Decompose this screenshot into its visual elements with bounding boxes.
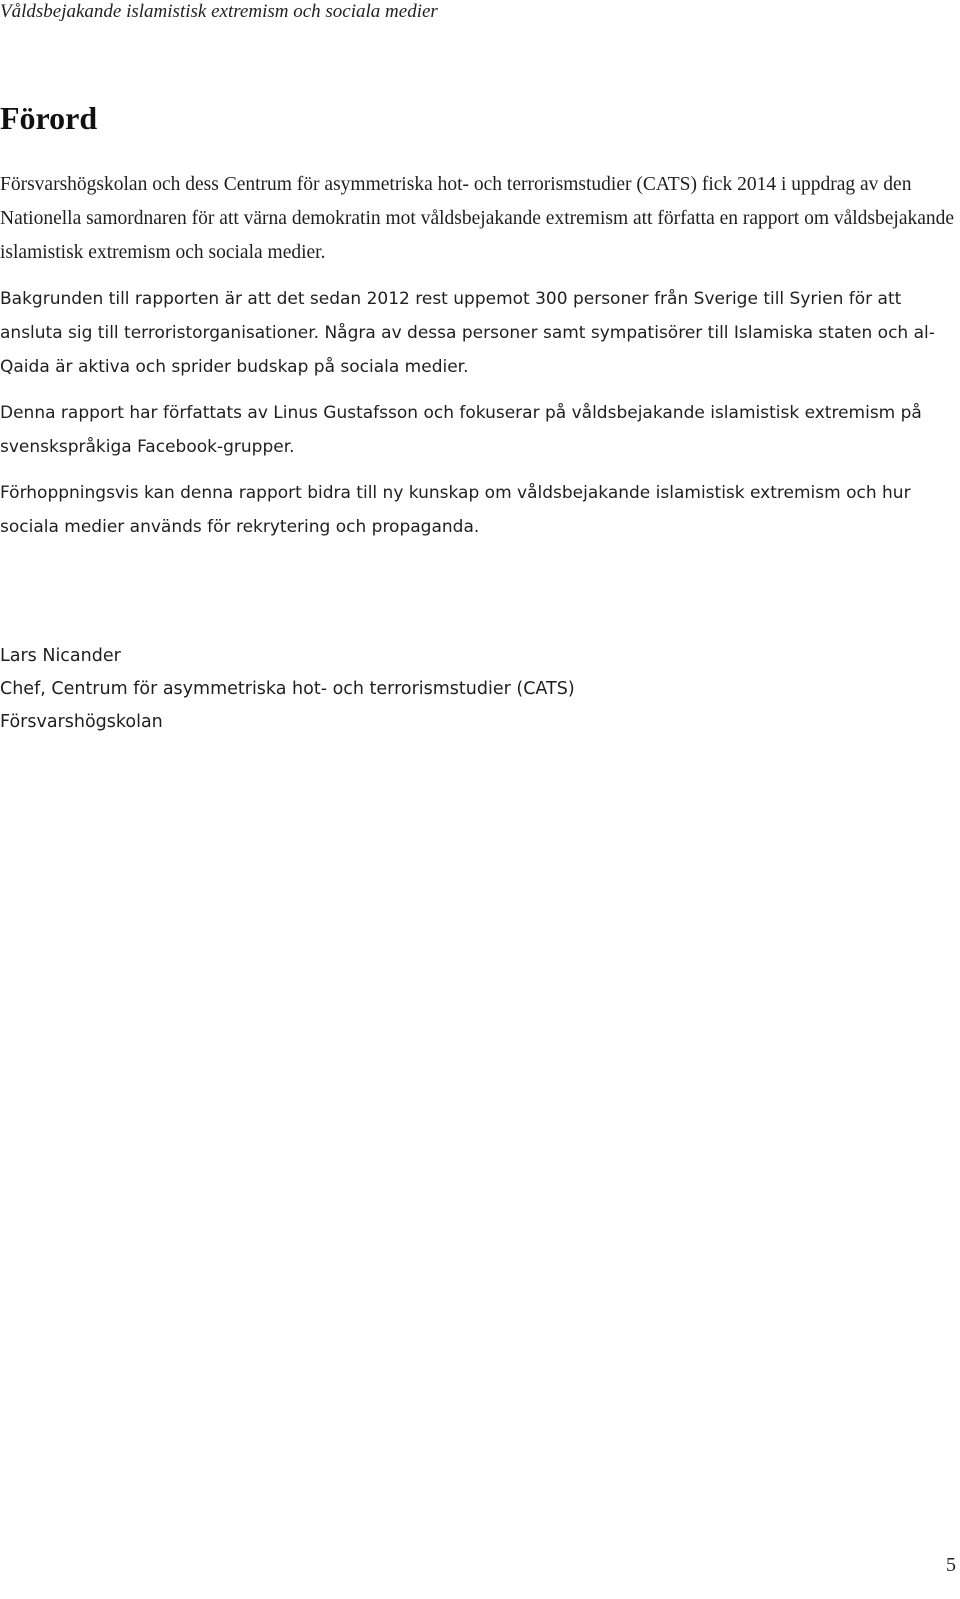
paragraph-author: Denna rapport har författats av Linus Gustafsson och fokuserar på våldsbejakande islamistisk extremism på svenskspråkiga Facebook-grupper.: [0, 403, 922, 457]
signature-organization: Försvarshögskolan: [0, 712, 163, 732]
paragraph-intro: Försvarshögskolan och dess Centrum för asymmetriska hot- och terrorismstudier (CATS) fick 2014 i uppdrag av den Nationella samordnaren för att värna demokratin mot våldsbejakande extremism att författa en rapport om våldsbejakande islamistisk extremism och sociala medier.: [0, 174, 955, 263]
page-number: 5: [946, 1554, 956, 1576]
paragraph-background: Bakgrunden till rapporten är att det sedan 2012 rest uppemot 300 personer från Sverige till Syrien för att ansluta sig till terroristorganisationer. Några av dessa personer samt sympatisörer till Islamiska staten och al-Qaida är aktiva och sprider budskap på sociala medier.: [0, 289, 935, 377]
signature-name: Lars Nicander: [0, 646, 121, 666]
running-header: Våldsbejakande islamistisk extremism och sociala medier: [0, 1, 438, 22]
signature-role: Chef, Centrum för asymmetriska hot- och terrorismstudier (CATS): [0, 679, 575, 699]
page-title: Förord: [0, 100, 98, 136]
signature-block: [0, 640, 575, 739]
body-text: [0, 168, 956, 556]
paragraph-hope: Förhoppningsvis kan denna rapport bidra till ny kunskap om våldsbejakande islamistisk extremism och hur sociala medier används för rekrytering och propaganda.: [0, 483, 911, 537]
